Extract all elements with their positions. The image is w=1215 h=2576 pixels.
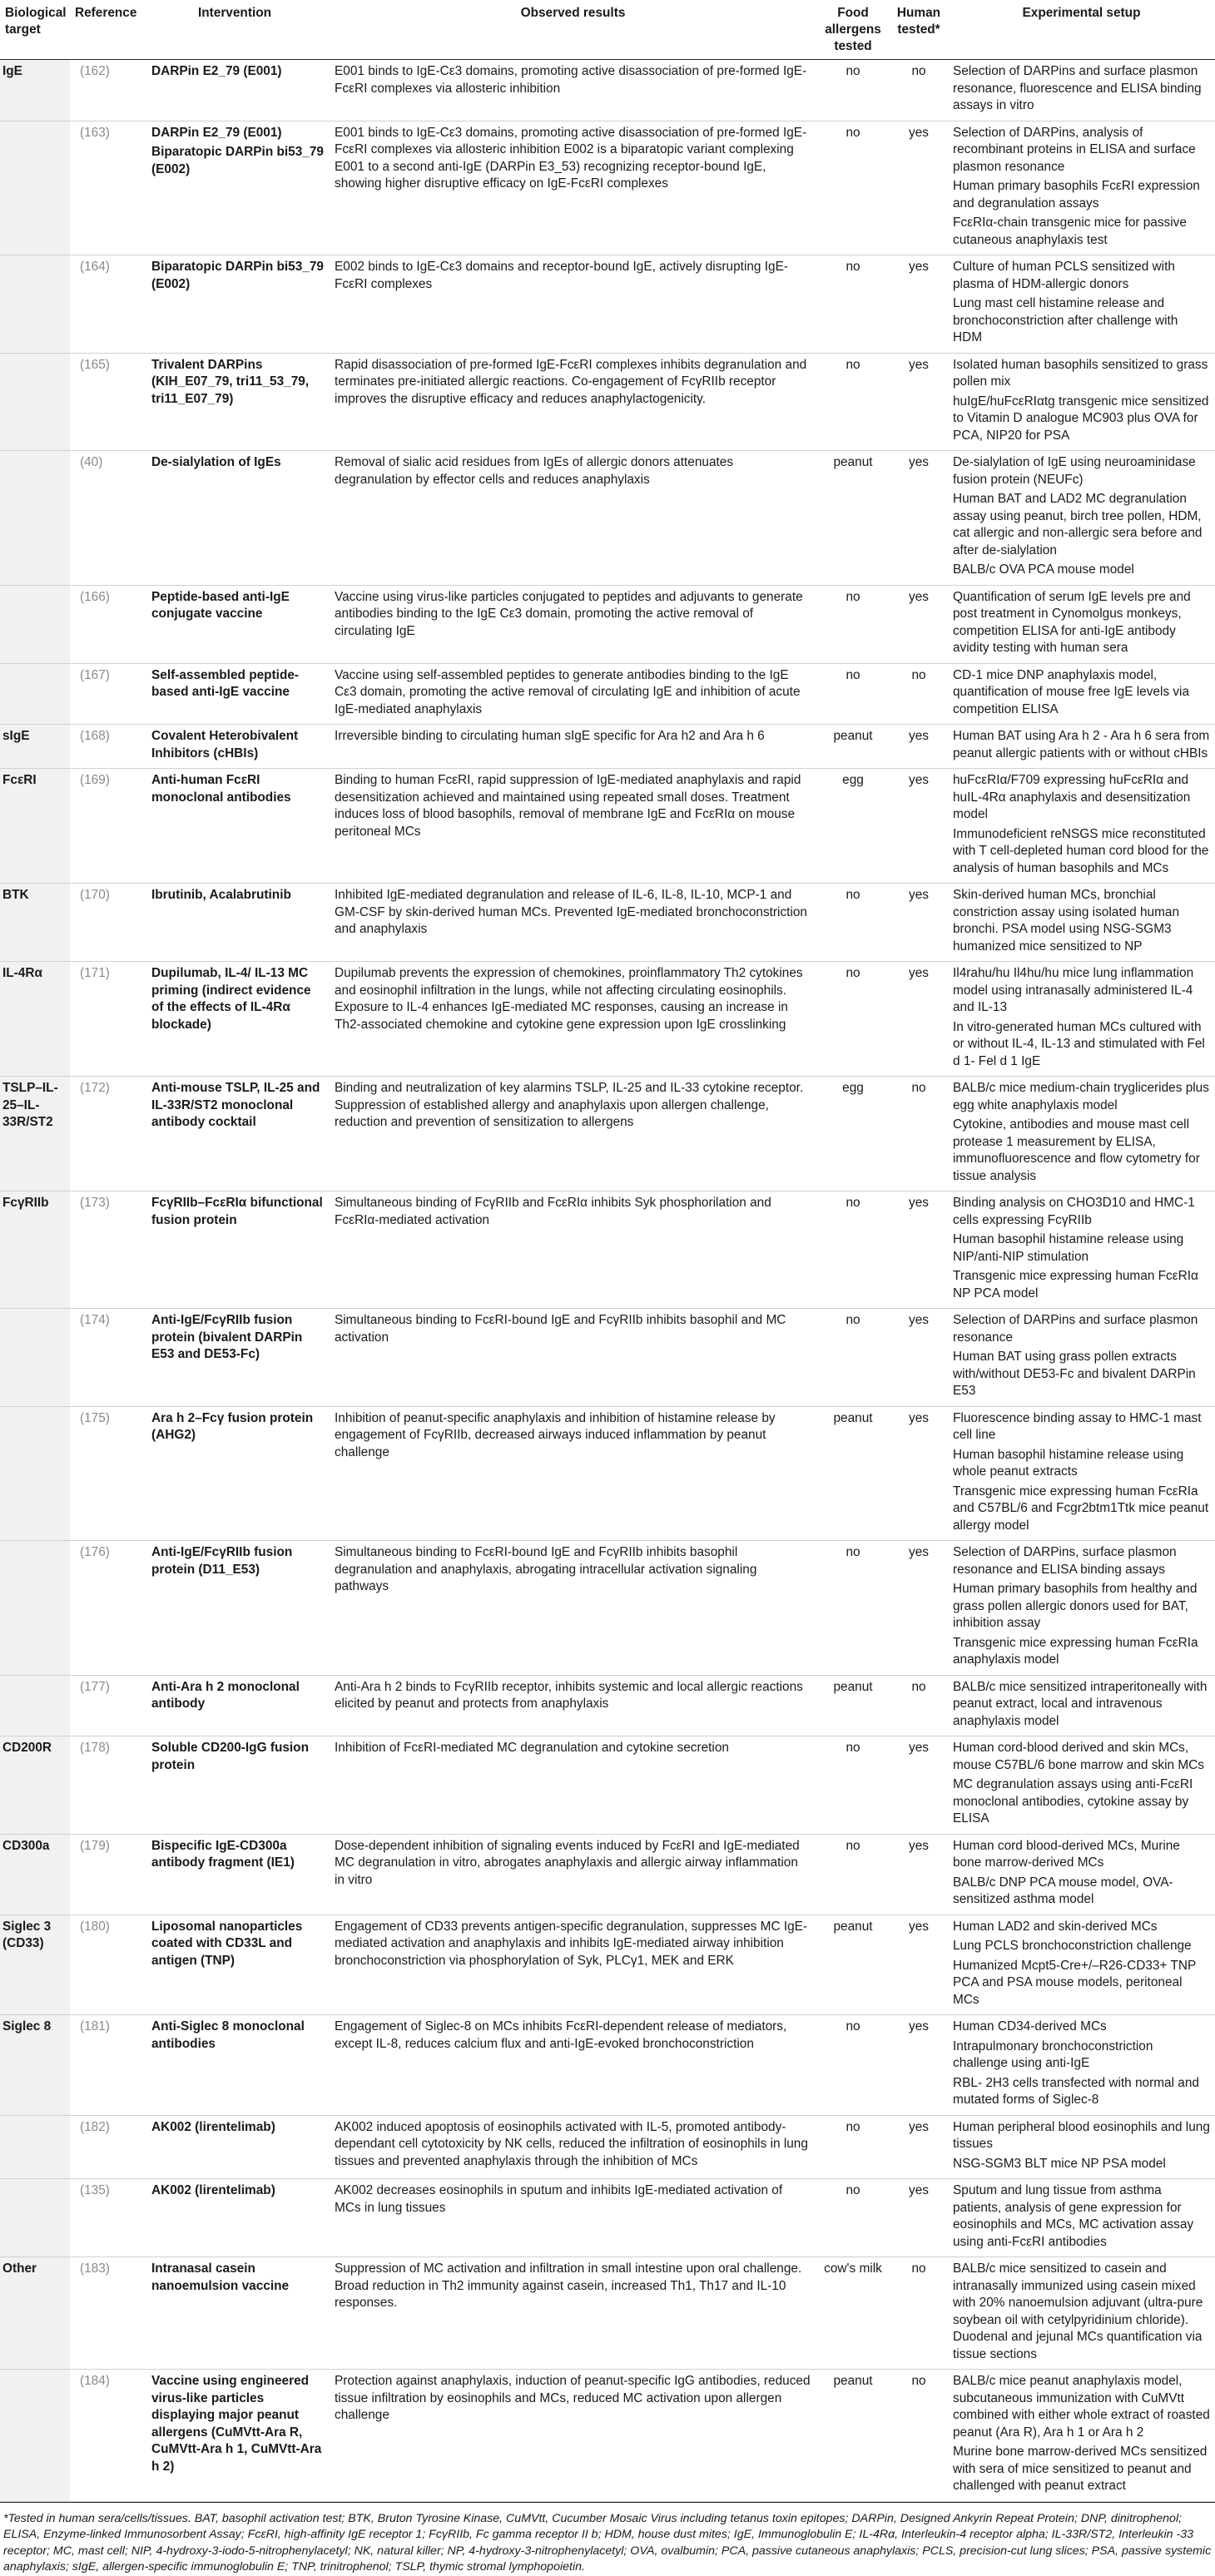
cell-results: Dose-dependent inhibition of signaling events induced by FcεRI and IgE-mediated MC degranulation in vitro, abrogates anaphylaxis and allergic airway inflammation in vitro (330, 1834, 816, 1915)
table-row (0, 962, 1215, 1077)
cell-setup (948, 1675, 1215, 1736)
col-header-results: Observed results (330, 0, 816, 60)
cell-intervention (140, 663, 330, 725)
cell-food-allergens: no (816, 2179, 890, 2257)
cell-reference: (163) (70, 121, 140, 255)
cell-results: Dupilumab prevents the expression of chemokines, proinflammatory Th2 cytokines and eosinophil infiltration in the lungs, while not affecting circulating eosinophils. Exposure to IL-4 enhances IgE-mediated MC responses, causing an increase in Th2-associated chemokine and cytokine gene expression upon IgE crosslinking (330, 962, 816, 1077)
cell-human-tested: yes (890, 1834, 948, 1915)
cell-setup (948, 1915, 1215, 2015)
intervention-line: Anti-human FcεRI monoclonal antibodies (151, 773, 291, 805)
cell-reference: (172) (70, 1077, 140, 1191)
cell-results: Simultaneous binding to FcεRI-bound IgE and FcγRIIb inhibits basophil degranulation and anaphylaxis, abrogating intracellular activation signaling pathways (330, 1541, 816, 1676)
setup-line: Humanized Mcpt5-Cre+/–R26-CD33+ TNP PCA and PSA mouse models, peritoneal MCs (953, 1958, 1196, 2007)
cell-results: Inhibition of peanut-specific anaphylaxis and inhibition of histamine release by engagement of FcγRIIb, decreased airways induced inflammation by peanut challenge (330, 1406, 816, 1541)
cell-human-tested: no (890, 60, 948, 121)
footnote-text: *Tested in human sera/cells/tissues. BAT, basophil activation test; BTK, Bruton Tyrosine Kinase, CuMVtt, Cucumber Mosaic Virus including tetanus toxin epitopes; DARPin, Designed Ankyrin Repeat Protein; DNP, dinitrophenol; ELISA, Enzyme-linked Immunosorbent Assay; FcεRI, high-affinity IgE receptor 1; FcγRIIb, Fc gamma receptor II b; HDM, house dust mites; IgE, Immunoglobulin E; IL-4Rα, Interleukin-4 receptor alpha; IL-33R/ST2, Interleukin -33 receptor; MC, mast cell; NIP, 4-hydroxy-3-iodo-5-nitrophenylacetyl; NK, natural killer; NP, 4-hydroxy-3-nitrophenylacetyl; OVA, ovalbumin; PCA, passive cutaneous anaphylaxis; PCLS, precision-cut lung slices; PSA, passive systemic anaphylaxis; sIgE, allergen-specific immunoglobulin E; TNP, trinitrophenol; TSLP, thymic stromal lymphopoietin. (3, 2511, 1212, 2574)
col-header-intervention: Intervention (140, 0, 330, 60)
cell-reference: (181) (70, 2015, 140, 2116)
cell-setup (948, 884, 1215, 962)
table-row (0, 1675, 1215, 1736)
cell-setup (948, 2179, 1215, 2257)
setup-line: Isolated human basophils sensitized to grass pollen mix (953, 357, 1208, 389)
cell-human-tested: yes (890, 2179, 948, 2257)
table-row (0, 769, 1215, 884)
cell-reference: (184) (70, 2370, 140, 2502)
cell-reference: (162) (70, 60, 140, 121)
table-row (0, 1736, 1215, 1835)
cell-target: Other (0, 2257, 70, 2370)
cell-intervention (140, 2015, 330, 2116)
cell-human-tested: yes (890, 2115, 948, 2179)
cell-food-allergens: peanut (816, 451, 890, 586)
cell-food-allergens: no (816, 884, 890, 962)
setup-line: Human cord-blood derived and skin MCs, mouse C57BL/6 bone marrow and skin MCs (953, 1741, 1204, 1772)
table-row (0, 1915, 1215, 2015)
cell-reference: (40) (70, 451, 140, 586)
setup-line: Human peripheral blood eosinophils and lung tissues (953, 2119, 1210, 2151)
cell-target (0, 1309, 70, 1407)
cell-reference: (166) (70, 585, 140, 663)
setup-line: BALB/c mice medium-chain tryglicerides plus egg white anaphylaxis model (953, 1081, 1209, 1112)
cell-food-allergens: no (816, 2115, 890, 2179)
setup-line: Quantification of serum IgE levels pre and post treatment in Cynomolgus monkeys, competition ELISA for anti-IgE antibody avidity testing with human sera (953, 589, 1191, 655)
cell-reference: (182) (70, 2115, 140, 2179)
cell-reference: (177) (70, 1675, 140, 1736)
table-row (0, 451, 1215, 586)
setup-line: CD-1 mice DNP anaphylaxis model, quantification of mouse free IgE levels via competition ELISA (953, 667, 1190, 716)
cell-results: Anti-Ara h 2 binds to FcγRIIb receptor, inhibits systemic and local allergic reactions elicited by peanut and protects from anaphylaxis (330, 1675, 816, 1736)
table-body (0, 60, 1215, 2502)
cell-setup (948, 121, 1215, 255)
cell-setup (948, 353, 1215, 451)
intervention-line: Covalent Heterobivalent Inhibitors (cHBIs) (151, 729, 299, 760)
table-row (0, 2015, 1215, 2116)
cell-results: Inhibited IgE-mediated degranulation and release of IL-6, IL-8, IL-10, MCP-1 and GM-CSF by skin-derived human MCs. Prevented IgE-mediated bronchoconstriction and anaphylaxis (330, 884, 816, 962)
cell-setup (948, 2370, 1215, 2502)
intervention-line: DARPin E2_79 (E001) (151, 64, 282, 78)
cell-reference: (167) (70, 663, 140, 725)
intervention-line: DARPin E2_79 (E001) (151, 125, 282, 140)
cell-results: Engagement of Siglec-8 on MCs inhibits FcεRI-dependent release of mediators, except IL-8, reduces calcium flux and anti-IgE-evoked bronchoconstriction (330, 2015, 816, 2116)
table-row (0, 663, 1215, 725)
cell-target (0, 663, 70, 725)
cell-intervention (140, 2115, 330, 2179)
cell-human-tested: yes (890, 1191, 948, 1309)
cell-food-allergens: no (816, 1541, 890, 1676)
cell-results: E002 binds to IgE-Cε3 domains and receptor-bound IgE, actively disrupting IgE-FcεRI complexes (330, 255, 816, 354)
col-header-food: Food allergens tested (816, 0, 890, 60)
cell-target: CD200R (0, 1736, 70, 1835)
col-header-target: Biological target (0, 0, 70, 60)
setup-line: NSG-SGM3 BLT mice NP PSA model (953, 2156, 1166, 2171)
cell-setup (948, 2015, 1215, 2116)
cell-setup (948, 1191, 1215, 1309)
intervention-line: AK002 (lirentelimab) (151, 2119, 275, 2134)
cell-food-allergens: no (816, 585, 890, 663)
table-row (0, 2257, 1215, 2370)
setup-line: Fluorescence binding assay to HMC-1 mast cell line (953, 1410, 1202, 1442)
cell-food-allergens: no (816, 2015, 890, 2116)
table-row (0, 353, 1215, 451)
cell-setup (948, 1834, 1215, 1915)
cell-food-allergens: peanut (816, 1675, 890, 1736)
cell-human-tested: yes (890, 1736, 948, 1835)
cell-food-allergens: no (816, 60, 890, 121)
cell-setup (948, 1406, 1215, 1541)
cell-human-tested: yes (890, 585, 948, 663)
cell-setup (948, 663, 1215, 725)
cell-food-allergens: cow's milk (816, 2257, 890, 2370)
cell-results: AK002 decreases eosinophils in sputum and inhibits IgE-mediated activation of MCs in lung tissues (330, 2179, 816, 2257)
cell-target (0, 585, 70, 663)
intervention-line: Soluble CD200-IgG fusion protein (151, 1741, 309, 1772)
cell-intervention (140, 1309, 330, 1407)
setup-line: BALB/c OVA PCA mouse model (953, 562, 1134, 577)
cell-intervention (140, 884, 330, 962)
cell-results: Inhibition of FcεRI-mediated MC degranulation and cytokine secretion (330, 1736, 816, 1835)
cell-target (0, 1541, 70, 1676)
setup-line: Lung PCLS bronchoconstriction challenge (953, 1939, 1192, 1953)
intervention-line: Peptide-based anti-IgE conjugate vaccine (151, 589, 290, 621)
intervention-line: Self-assembled peptide-based anti-IgE vaccine (151, 667, 300, 699)
cell-food-allergens: no (816, 121, 890, 255)
cell-reference: (174) (70, 1309, 140, 1407)
setup-line: Transgenic mice expressing human FcεRIa and C57BL/6 and Fcgr2btm1Ttk mice peanut allergy model (953, 1484, 1209, 1533)
table-row (0, 1191, 1215, 1309)
cell-human-tested: yes (890, 2015, 948, 2116)
cell-intervention (140, 2257, 330, 2370)
setup-line: Skin-derived human MCs, bronchial constriction assay using isolated human bronchi. PSA model using NSG-SGM3 humanized mice sensitized to NP (953, 888, 1180, 954)
setup-line: Human LAD2 and skin-derived MCs (953, 1919, 1158, 1934)
cell-food-allergens: egg (816, 1077, 890, 1191)
cell-reference: (170) (70, 884, 140, 962)
setup-line: Cytokine, antibodies and mouse mast cell protease 1 measurement by ELISA, immunofluorescence and flow cytometry for tissue analysis (953, 1117, 1200, 1183)
setup-line: Human basophil histamine release using whole peanut extracts (953, 1447, 1184, 1479)
intervention-line: Anti-IgE/FcγRIIb fusion protein (D11_E53) (151, 1545, 293, 1577)
cell-intervention (140, 60, 330, 121)
cell-food-allergens: no (816, 1309, 890, 1407)
cell-target (0, 255, 70, 354)
setup-line: Selection of DARPins and surface plasmon resonance, fluorescence and ELISA binding assays in vitro (953, 64, 1202, 112)
cell-results: Rapid disassociation of pre-formed IgE-FcεRI complexes inhibits degranulation and terminates pre-initiated allergic reactions. Co-engagement of FcγRIIb receptor improves the disruptive efficacy and reduces anaphylactogenicity. (330, 353, 816, 451)
cell-food-allergens: no (816, 255, 890, 354)
setup-line: RBL- 2H3 cells transfected with normal and mutated forms of Siglec-8 (953, 2075, 1199, 2107)
setup-line: Intrapulmonary bronchoconstriction challenge using anti-IgE (953, 2039, 1153, 2070)
setup-line: Human primary basophils FcεRI expression and degranulation assays (953, 179, 1200, 211)
setup-line: MC degranulation assays using anti-FcεRI monoclonal antibodies, cytokine assay by ELISA (953, 1777, 1193, 1825)
cell-reference: (175) (70, 1406, 140, 1541)
cell-intervention (140, 255, 330, 354)
setup-line: Human BAT using Ara h 2 - Ara h 6 sera from peanut allergic patients with or without cHBIs (953, 729, 1210, 760)
cell-human-tested: yes (890, 1915, 948, 2015)
cell-human-tested: yes (890, 769, 948, 884)
cell-human-tested: yes (890, 121, 948, 255)
table-footnote (0, 2502, 1215, 2576)
cell-results: Vaccine using virus-like particles conjugated to peptides and adjuvants to generate antibodies binding to the IgE Cε3 domain, promoting the active removal of circulating IgE (330, 585, 816, 663)
cell-target (0, 2179, 70, 2257)
cell-setup (948, 585, 1215, 663)
cell-reference: (176) (70, 1541, 140, 1676)
cell-intervention (140, 1915, 330, 2015)
setup-line: Human BAT and LAD2 MC degranulation assay using peanut, birch tree pollen, HDM, cat allergic and non-allergic sera before and after de-sialylation (953, 492, 1203, 557)
cell-setup (948, 1541, 1215, 1676)
cell-human-tested: no (890, 1077, 948, 1191)
cell-intervention (140, 1834, 330, 1915)
table-row (0, 1309, 1215, 1407)
setup-line: Human CD34-derived MCs (953, 2019, 1107, 2034)
cell-results: Protection against anaphylaxis, induction of peanut-specific IgG antibodies, reduced tissue infiltration by eosinophils and MCs, reduced MC activation upon allergen challenge (330, 2370, 816, 2502)
cell-target: Siglec 3 (CD33) (0, 1915, 70, 2015)
setup-line: huFcεRIα/F709 expressing huFcεRIα and huIL-4Rα anaphylaxis and desensitization model (953, 773, 1191, 821)
cell-intervention (140, 585, 330, 663)
cell-target (0, 451, 70, 586)
cell-food-allergens: no (816, 962, 890, 1077)
cell-human-tested: yes (890, 451, 948, 586)
cell-intervention (140, 2370, 330, 2502)
cell-target (0, 1675, 70, 1736)
cell-target (0, 121, 70, 255)
setup-line: Human cord blood-derived MCs, Murine bone marrow-derived MCs (953, 1838, 1180, 1870)
table-row (0, 255, 1215, 354)
intervention-line: Ara h 2–Fcγ fusion protein (AHG2) (151, 1410, 314, 1442)
cell-reference: (168) (70, 725, 140, 769)
setup-line: Selection of DARPins and surface plasmon resonance (953, 1313, 1198, 1345)
cell-intervention (140, 2179, 330, 2257)
cell-food-allergens: peanut (816, 1406, 890, 1541)
cell-intervention (140, 121, 330, 255)
cell-food-allergens: peanut (816, 1915, 890, 2015)
intervention-line: Anti-Siglec 8 monoclonal antibodies (151, 2019, 305, 2051)
cell-target: FcγRIIb (0, 1191, 70, 1309)
cell-food-allergens: no (816, 1191, 890, 1309)
cell-food-allergens: no (816, 1834, 890, 1915)
cell-human-tested: yes (890, 1406, 948, 1541)
cell-intervention (140, 1191, 330, 1309)
cell-setup (948, 451, 1215, 586)
setup-line: BALB/c DNP PCA mouse model, OVA-sensitized asthma model (953, 1875, 1173, 1906)
table-row (0, 1834, 1215, 1915)
cell-results: Engagement of CD33 prevents antigen-specific degranulation, suppresses MC IgE-mediated activation and anaphylaxis and inhibits IgE-mediated airway inhibition bronchoconstriction via phosphorylation of Syk, PLCγ1, MEK and ERK (330, 1915, 816, 2015)
setup-line: Transgenic mice expressing human FcεRIa anaphylaxis model (953, 1635, 1198, 1667)
cell-intervention (140, 353, 330, 451)
cell-results: Irreversible binding to circulating human sIgE specific for Ara h2 and Ara h 6 (330, 725, 816, 769)
cell-setup (948, 1309, 1215, 1407)
cell-results: AK002 induced apoptosis of eosinophils activated with IL-5, promoted antibody-dependant cell cytotoxicity by NK cells, reduced the infiltration of eosinophils in lung tissues and prevented anaphylaxis through the inhibition of MCs (330, 2115, 816, 2179)
intervention-line: Biparatopic DARPin bi53_79 (E002) (151, 260, 324, 291)
intervention-line: Bispecific IgE-CD300a antibody fragment (IE1) (151, 1838, 295, 1870)
cell-reference: (183) (70, 2257, 140, 2370)
setup-line: BALB/c mice peanut anaphylaxis model, subcutaneous immunization with CuMVtt combined with either whole extract of roasted peanut (Ara R), Ara h 1 or Ara h 2 (953, 2374, 1210, 2440)
setup-line: Murine bone marrow-derived MCs sensitized with sera of mice sensitized to peanut and challenged with peanut extract (953, 2445, 1208, 2493)
cell-results: Simultaneous binding to FcεRI-bound IgE and FcγRIIb inhibits basophil and MC activation (330, 1309, 816, 1407)
setup-line: Selection of DARPins, analysis of recombinant proteins in ELISA and surface plasmon resonance (953, 125, 1196, 174)
setup-line: BALB/c mice sensitized intraperitoneally with peanut extract, local and intravenous anaphylaxis model (953, 1679, 1208, 1728)
cell-results: E001 binds to IgE-Cε3 domains, promoting active disassociation of pre-formed IgE-FcεRI complexes via allosteric inhibition E002 is a biparatopic variant complexing E001 to a second anti-IgE (DARPin E3_53) recognizing receptor-bound IgE, showing higher disruptive efficacy on IgE-FcεRI complexes (330, 121, 816, 255)
cell-intervention (140, 1736, 330, 1835)
cell-results: Suppression of MC activation and infiltration in small intestine upon oral challenge. Broad reduction in Th2 immunity against casein, increased Th1, Th17 and IL-10 responses. (330, 2257, 816, 2370)
cell-setup (948, 2257, 1215, 2370)
cell-target: IgE (0, 60, 70, 121)
setup-line: Lung mast cell histamine release and bronchoconstriction after challenge with HDM (953, 296, 1178, 344)
cell-intervention (140, 451, 330, 586)
cell-human-tested: yes (890, 884, 948, 962)
table-header-row (0, 0, 1215, 60)
setup-line: Selection of DARPins, surface plasmon resonance and ELISA binding assays (953, 1545, 1177, 1577)
intervention-line: Trivalent DARPins (KIH_E07_79, tri11_53_79, tri11_E07_79) (151, 357, 310, 406)
cell-setup (948, 1077, 1215, 1191)
cell-target (0, 353, 70, 451)
cell-target: IL-4Rα (0, 962, 70, 1077)
setup-line: Sputum and lung tissue from asthma patients, analysis of gene expression for eosinophils and MCs, MC activation assay using anti-FcεRI antibodies (953, 2183, 1194, 2249)
cell-intervention (140, 1077, 330, 1191)
setup-line: Il4rahu/hu Il4hu/hu mice lung inflammation model using intranasally administered IL-4 and IL-13 (953, 966, 1194, 1014)
col-header-human: Human tested* (890, 0, 948, 60)
intervention-line: FcγRIIb–FcεRIα bifunctional fusion protein (151, 1196, 323, 1227)
table-row (0, 2370, 1215, 2502)
cell-reference: (135) (70, 2179, 140, 2257)
cell-results: Simultaneous binding of FcγRIIb and FcεRIα inhibits Syk phosphorilation and FcεRIα-mediated activation (330, 1191, 816, 1309)
cell-food-allergens: no (816, 663, 890, 725)
setup-line: huIgE/huFcεRIαtg transgenic mice sensitized to Vitamin D analogue MC903 plus OVA for PCA, NIP20 for PSA (953, 394, 1209, 443)
setup-line: De-sialylation of IgE using neuroaminidase fusion protein (NEUFc) (953, 455, 1196, 487)
cell-results: Binding to human FcεRI, rapid suppression of IgE-mediated anaphylaxis and rapid desensitization achieved and maintained using repeated small doses. Treatment induces loss of blood basophils, removal of membrane IgE and FcεRIα on mouse peritoneal MCs (330, 769, 816, 884)
cell-results: Removal of sialic acid residues from IgEs of allergic donors attenuates degranulation by effector cells and reduces anaphylaxis (330, 451, 816, 586)
intervention-line: Liposomal nanoparticles coated with CD33L and antigen (TNP) (151, 1919, 303, 1968)
intervention-line: Vaccine using engineered virus-like particles displaying major peanut allergens (CuMVtt-Ara R, CuMVtt-Ara h 1, CuMVtt-Ara h 2) (151, 2374, 322, 2474)
intervention-line: Biparatopic DARPin bi53_79 (E002) (151, 145, 324, 176)
cell-human-tested: yes (890, 1541, 948, 1676)
cell-reference: (164) (70, 255, 140, 354)
cell-reference: (169) (70, 769, 140, 884)
cell-human-tested: no (890, 1675, 948, 1736)
cell-human-tested: yes (890, 255, 948, 354)
intervention-line: Anti-IgE/FcγRIIb fusion protein (bivalent DARPin E53 and DE53-Fc) (151, 1313, 303, 1361)
cell-food-allergens: no (816, 1736, 890, 1835)
setup-line: Human basophil histamine release using NIP/anti-NIP stimulation (953, 1232, 1184, 1264)
setup-line: Human primary basophils from healthy and grass pollen allergic donors used for BAT, inhibition assay (953, 1582, 1198, 1630)
cell-human-tested: yes (890, 1309, 948, 1407)
cell-human-tested: no (890, 663, 948, 725)
setup-line: FcεRIα-chain transgenic mice for passive cutaneous anaphylaxis test (953, 215, 1187, 247)
cell-target: sIgE (0, 725, 70, 769)
setup-line: Human BAT using grass pollen extracts with/without DE53-Fc and bivalent DARPin E53 (953, 1350, 1196, 1398)
cell-results: E001 binds to IgE-Cε3 domains, promoting active disassociation of pre-formed IgE-FcεRI complexes via allosteric inhibition (330, 60, 816, 121)
cell-intervention (140, 962, 330, 1077)
intervention-line: Dupilumab, IL-4/ IL-13 MC priming (indirect evidence of the effects of IL-4Rα blockade) (151, 966, 311, 1032)
cell-target (0, 1406, 70, 1541)
table-row (0, 2179, 1215, 2257)
cell-setup (948, 725, 1215, 769)
cell-target (0, 2115, 70, 2179)
setup-line: In vitro-generated human MCs cultured with or without IL-4, IL-13 and stimulated with Fel d 1- Fel d 1 IgE (953, 1019, 1205, 1068)
cell-target: BTK (0, 884, 70, 962)
cell-human-tested: yes (890, 353, 948, 451)
cell-intervention (140, 1406, 330, 1541)
table-row (0, 585, 1215, 663)
cell-human-tested: yes (890, 725, 948, 769)
setup-line: Binding analysis on CHO3D10 and HMC-1 cells expressing FcγRIIb (953, 1196, 1195, 1227)
cell-human-tested: yes (890, 962, 948, 1077)
setup-line: Transgenic mice expressing human FcεRIα NP PCA model (953, 1269, 1198, 1300)
cell-setup (948, 769, 1215, 884)
cell-intervention (140, 1675, 330, 1736)
cell-reference: (173) (70, 1191, 140, 1309)
col-header-reference: Reference (70, 0, 140, 60)
cell-intervention (140, 1541, 330, 1676)
cell-target: FcεRI (0, 769, 70, 884)
setup-line: Immunodeficient reNSGS mice reconstituted with T cell-depleted human cord blood for the analysis of human basophils and MCs (953, 826, 1209, 875)
intervention-line: Anti-mouse TSLP, IL-25 and IL-33R/ST2 monoclonal antibody cocktail (151, 1081, 320, 1129)
cell-intervention (140, 769, 330, 884)
cell-results: Vaccine using self-assembled peptides to generate antibodies binding to the IgE Cε3 domain, promoting the active removal of circulating IgE and inhibition of acute IgE-mediated anaphylaxis (330, 663, 816, 725)
cell-food-allergens: no (816, 353, 890, 451)
cell-setup (948, 60, 1215, 121)
cell-human-tested: no (890, 2370, 948, 2502)
setup-line: BALB/c mice sensitized to casein and intranasally immunized using casein mixed with 20% nanoemulsion adjuvant (ultra-pure soybean oil with cetylpyridinium chloride). Duodenal and jejunal MCs quantification via tissue sections (953, 2261, 1203, 2361)
cell-food-allergens: peanut (816, 725, 890, 769)
cell-reference: (179) (70, 1834, 140, 1915)
table-row (0, 1541, 1215, 1676)
table-row (0, 2115, 1215, 2179)
table-row (0, 725, 1215, 769)
cell-reference: (165) (70, 353, 140, 451)
intervention-line: AK002 (lirentelimab) (151, 2183, 275, 2197)
intervention-line: Intranasal casein nanoemulsion vaccine (151, 2261, 290, 2293)
setup-line: Culture of human PCLS sensitized with plasma of HDM-allergic donors (953, 260, 1175, 291)
cell-setup (948, 255, 1215, 354)
cell-results: Binding and neutralization of key alarmins TSLP, IL-25 and IL-33 cytokine receptor. Suppression of established allergy and anaphylaxis upon allergen challenge, reduction and prevention of sensitization to allergens (330, 1077, 816, 1191)
cell-setup (948, 962, 1215, 1077)
cell-intervention (140, 725, 330, 769)
cell-food-allergens: egg (816, 769, 890, 884)
table-row (0, 1077, 1215, 1191)
table-row (0, 884, 1215, 962)
cell-target: CD300a (0, 1834, 70, 1915)
cell-target (0, 2370, 70, 2502)
cell-food-allergens: peanut (816, 2370, 890, 2502)
cell-setup (948, 1736, 1215, 1835)
table-row (0, 121, 1215, 255)
cell-setup (948, 2115, 1215, 2179)
intervention-line: Anti-Ara h 2 monoclonal antibody (151, 1679, 300, 1711)
cell-reference: (171) (70, 962, 140, 1077)
cell-reference: (178) (70, 1736, 140, 1835)
cell-target: Siglec 8 (0, 2015, 70, 2116)
table-row (0, 60, 1215, 121)
intervention-line: Ibrutinib, Acalabrutinib (151, 888, 291, 902)
intervention-line: De-sialylation of IgEs (151, 455, 281, 469)
cell-target: TSLP–IL-25–IL-33R/ST2 (0, 1077, 70, 1191)
cell-reference: (180) (70, 1915, 140, 2015)
cell-human-tested: no (890, 2257, 948, 2370)
table-row (0, 1406, 1215, 1541)
col-header-setup: Experimental setup (948, 0, 1215, 60)
